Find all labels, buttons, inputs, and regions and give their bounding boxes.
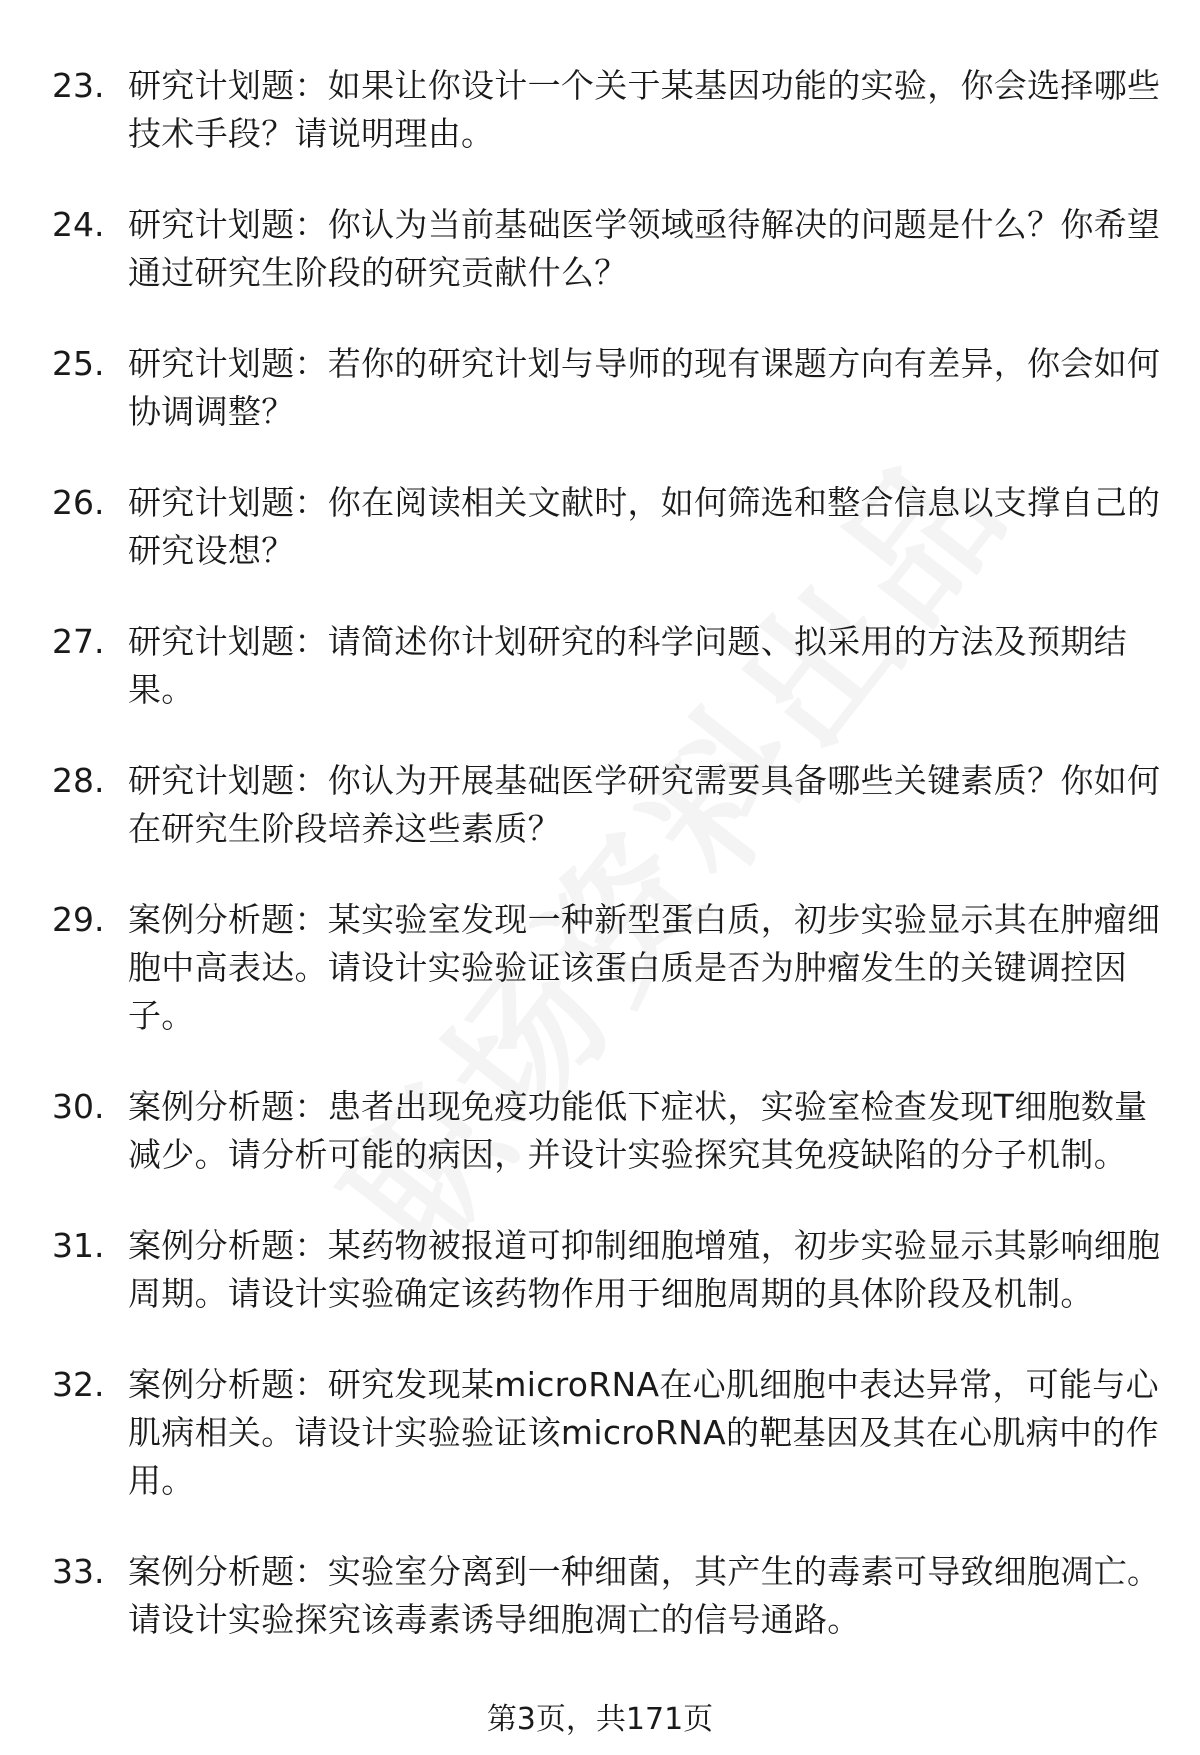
question-item: [0, 201, 1200, 297]
question-item: [0, 1083, 1200, 1179]
question-item: [0, 896, 1200, 1040]
question-text: 案例分析题：某实验室发现一种新型蛋白质，初步实验显示其在肿瘤细胞中高表达。请设计实验验证该蛋白质是否为肿瘤发生的关键调控因子。: [128, 900, 1161, 1035]
question-text: 研究计划题：如果让你设计一个关于某基因功能的实验，你会选择哪些技术手段？请说明理由。: [128, 66, 1161, 153]
question-number: 28.: [52, 761, 105, 800]
question-number: 25.: [52, 344, 105, 383]
question-number: 27.: [52, 622, 105, 661]
question-text: 研究计划题：你认为开展基础医学研究需要具备哪些关键素质？你如何在研究生阶段培养这些素质？: [128, 761, 1161, 848]
question-number: 23.: [52, 66, 105, 105]
question-item: [0, 757, 1200, 853]
question-text: 案例分析题：研究发现某microRNA在心肌细胞中表达异常，可能与心肌病相关。请设计实验验证该microRNA的靶基因及其在心肌病中的作用。: [128, 1365, 1159, 1500]
question-item: [0, 1548, 1200, 1644]
question-item: [0, 1222, 1200, 1318]
question-number: 26.: [52, 483, 105, 522]
question-number: 33.: [52, 1552, 105, 1591]
question-text: 研究计划题：请简述你计划研究的科学问题、拟采用的方法及预期结果。: [128, 622, 1127, 709]
question-item: [0, 618, 1200, 714]
question-text: 案例分析题：实验室分离到一种细菌，其产生的毒素可导致细胞凋亡。请设计实验探究该毒素诱导细胞凋亡的信号通路。: [128, 1552, 1161, 1639]
question-item: [0, 62, 1200, 158]
question-number: 30.: [52, 1087, 105, 1126]
page-number-footer: 第3页，共171页: [486, 1702, 714, 1737]
question-number: 31.: [52, 1226, 105, 1265]
question-item: [0, 340, 1200, 436]
question-list: [0, 62, 1200, 1687]
question-number: 29.: [52, 900, 105, 939]
question-number: 32.: [52, 1365, 105, 1404]
question-text: 案例分析题：患者出现免疫功能低下症状，实验室检查发现T细胞数量减少。请分析可能的病因，并设计实验探究其免疫缺陷的分子机制。: [128, 1087, 1148, 1174]
question-item: [0, 479, 1200, 575]
question-item: [0, 1361, 1200, 1505]
question-number: 24.: [52, 205, 105, 244]
question-text: 研究计划题：你在阅读相关文献时，如何筛选和整合信息以支撑自己的研究设想？: [128, 483, 1161, 570]
question-text: 案例分析题：某药物被报道可抑制细胞增殖，初步实验显示其影响细胞周期。请设计实验确定该药物作用于细胞周期的具体阶段及机制。: [128, 1226, 1161, 1313]
question-text: 研究计划题：若你的研究计划与导师的现有课题方向有差异，你会如何协调调整？: [128, 344, 1161, 431]
question-text: 研究计划题：你认为当前基础医学领域亟待解决的问题是什么？你希望通过研究生阶段的研究贡献什么？: [128, 205, 1161, 292]
